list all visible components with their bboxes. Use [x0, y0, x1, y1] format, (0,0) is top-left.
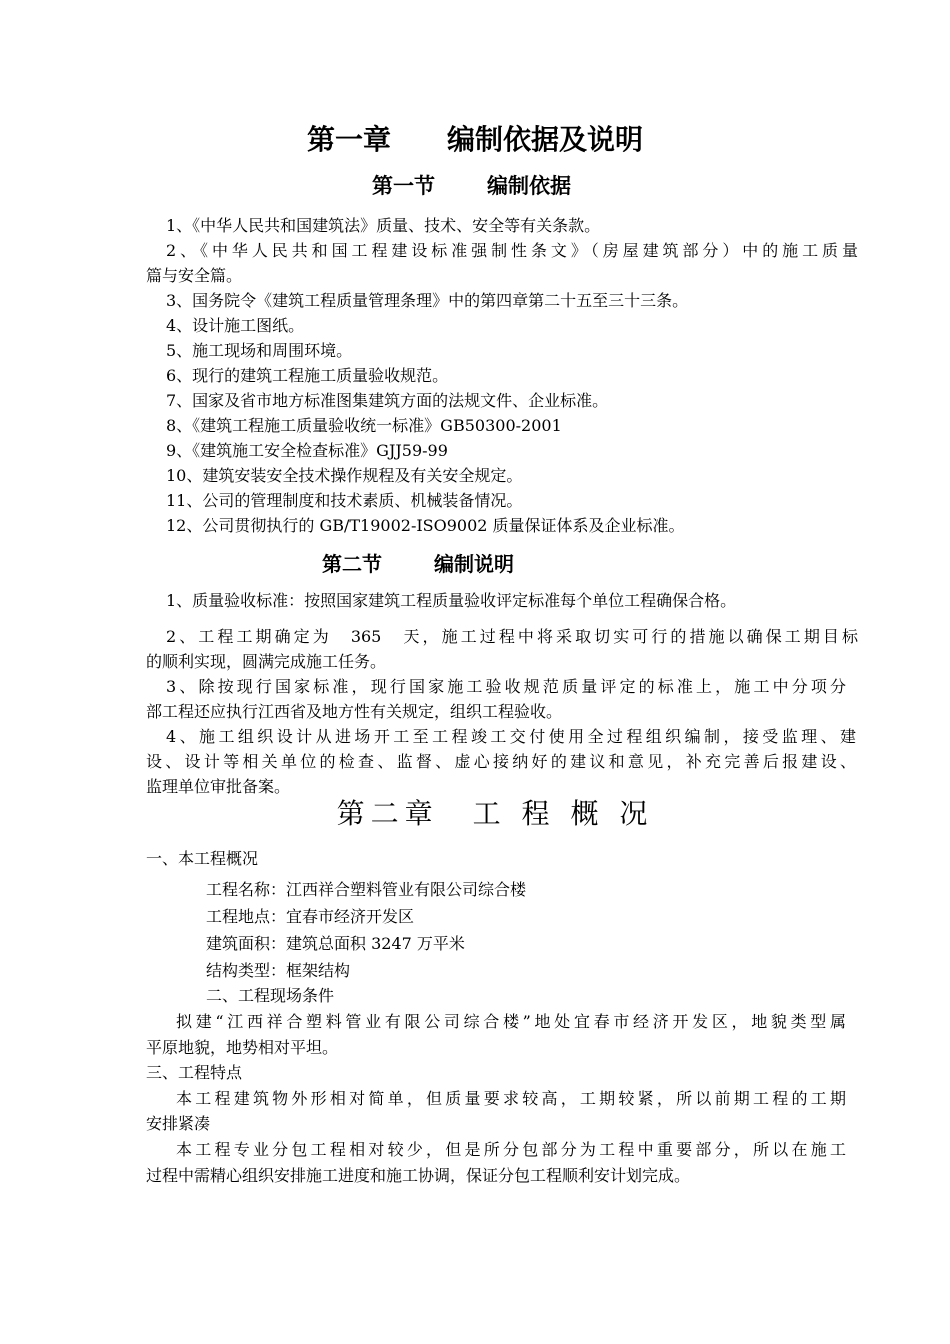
section1-title: 编制依据 [487, 174, 571, 198]
basis-item: 2、《中华人民共和国工程建设标准强制性条文》（房屋建筑部分）中的施工质量 [166, 241, 858, 260]
basis-item: 4、设计施工图纸。 [166, 316, 305, 335]
basis-item: 1、《中华人民共和国建筑法》质量、技术、安全等有关条款。 [166, 216, 601, 235]
section2-heading [322, 550, 514, 578]
chapter1-title: 第一章 编制依据及说明 [306, 123, 643, 156]
basis-item: 7、国家及省市地方标准图集建筑方面的法规文件、企业标准。 [166, 391, 609, 410]
basis-item: 5、施工现场和周围环境。 [166, 341, 353, 360]
section2-title: 编制说明 [434, 552, 514, 576]
part2-heading: 二、工程现场条件 [206, 986, 335, 1005]
explain-item: 4、施工组织设计从进场开工至工程竣工交付使用全过程组织编制，接受监理、建 [166, 727, 856, 746]
basis-item: 12、公司贯彻执行的 GB/T19002-ISO9002 质量保证体系及企业标准。 [166, 516, 685, 535]
site-text: 拟建“江西祥合塑料管业有限公司综合楼”地处宜春市经济开发区，地貌类型属 [176, 1012, 846, 1031]
chapter2-title: 第二章 工 程 概 况 [336, 797, 654, 830]
features-text: 安排紧凑 [146, 1114, 211, 1133]
basis-item: 9、《建筑施工安全检查标准》GJJ59-99 [166, 441, 448, 460]
basis-item: 8、《建筑工程施工质量验收统一标准》GB50300-2001 [166, 416, 562, 435]
basis-item: 篇与安全篇。 [146, 266, 243, 285]
explain-item: 2、工程工期确定为 365 天，施工过程中将采取切实可行的措施以确保工期目标 [166, 627, 858, 646]
basis-item: 3、国务院令《建筑工程质量管理条理》中的第四章第二十五至三十三条。 [166, 291, 689, 310]
building-area: 建筑面积：建筑总面积 3247 万平米 [206, 934, 465, 953]
project-location: 工程地点：宜春市经济开发区 [206, 907, 415, 926]
part1-heading: 一、本工程概况 [146, 849, 259, 868]
explain-item: 设、设计等相关单位的检查、监督、虚心接纳好的建议和意见，补充完善后报建设、 [146, 752, 856, 771]
features-text: 本工程专业分包工程相对较少，但是所分包部分为工程中重要部分，所以在施工 [176, 1140, 846, 1159]
section1-label: 第一节 [372, 174, 435, 198]
section1-heading [372, 172, 571, 200]
explain-item: 1、质量验收标准：按照国家建筑工程质量验收评定标准每个单位工程确保合格。 [166, 591, 737, 610]
basis-item: 6、现行的建筑工程施工质量验收规范。 [166, 366, 449, 385]
project-name: 工程名称：江西祥合塑料管业有限公司综合楼 [206, 880, 527, 899]
basis-item: 10、建筑安装安全技术操作规程及有关安全规定。 [166, 466, 523, 485]
features-text: 本工程建筑物外形相对简单，但质量要求较高，工期较紧，所以前期工程的工期 [176, 1089, 846, 1108]
explain-item: 部工程还应执行江西省及地方性有关规定，组织工程验收。 [146, 702, 563, 721]
structure-type: 结构类型：框架结构 [206, 961, 351, 980]
explain-item: 监理单位审批备案。 [146, 777, 291, 796]
basis-item: 11、公司的管理制度和技术素质、机械装备情况。 [166, 491, 523, 510]
site-text: 平原地貌，地势相对平坦。 [146, 1038, 339, 1057]
features-text: 过程中需精心组织安排施工进度和施工协调，保证分包工程顺利安计划完成。 [146, 1166, 691, 1185]
explain-item: 的顺利实现，圆满完成施工任务。 [146, 652, 387, 671]
explain-item: 3、除按现行国家标准，现行国家施工验收规范质量评定的标准上，施工中分项分 [166, 677, 846, 696]
section2-label: 第二节 [322, 552, 382, 576]
part3-heading: 三、工程特点 [146, 1063, 243, 1082]
